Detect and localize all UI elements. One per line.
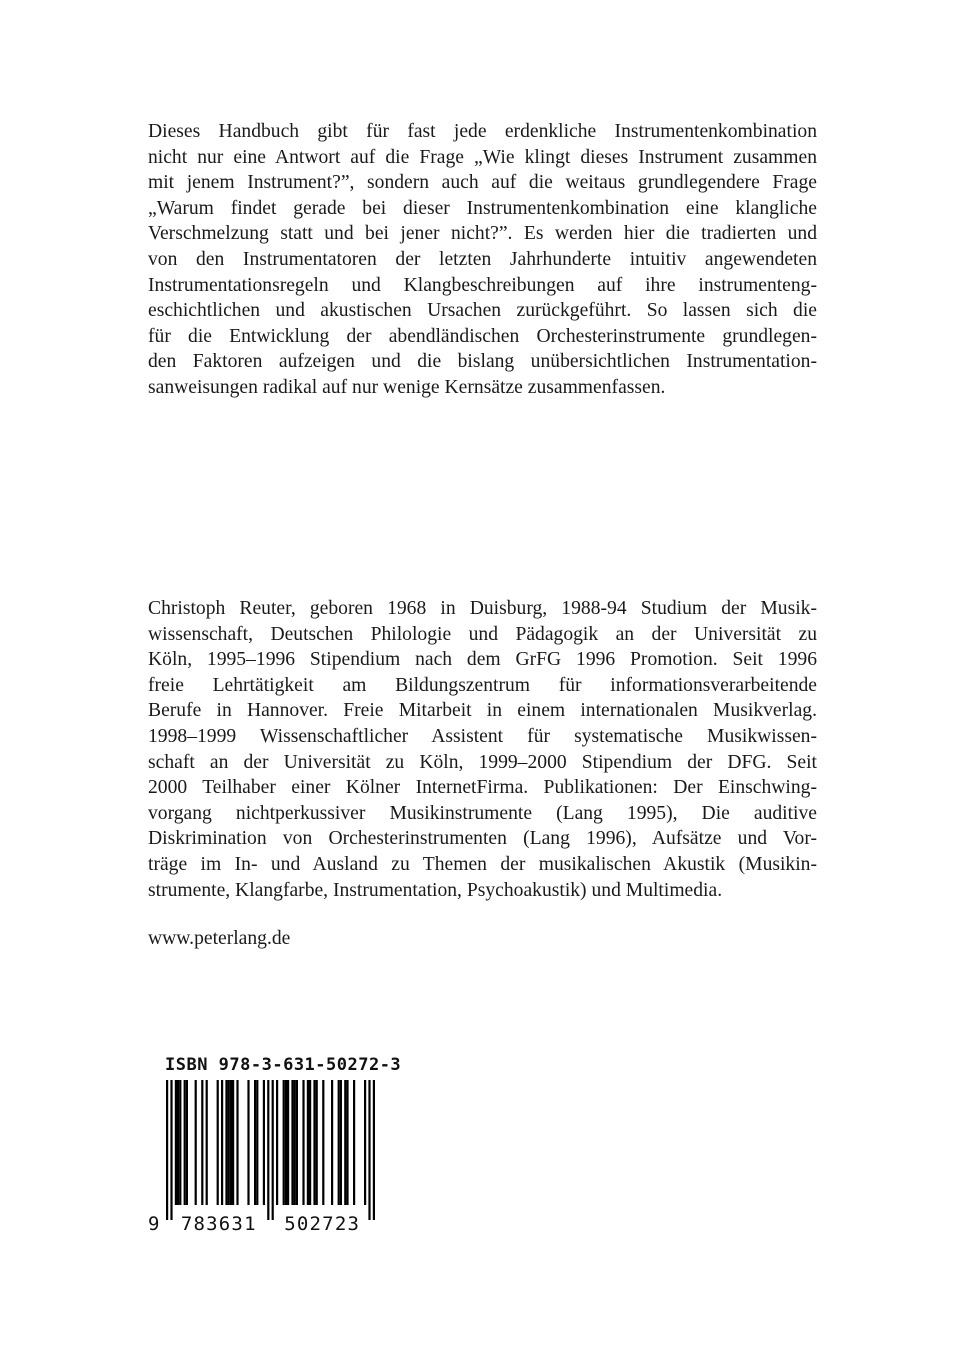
barcode-bar	[344, 1080, 346, 1205]
barcode-guard-bar	[368, 1080, 370, 1220]
barcode-bar	[186, 1080, 188, 1205]
barcode-bar	[307, 1080, 309, 1205]
barcode-bar	[179, 1080, 181, 1205]
blurb-line: für die Entwicklung der abendländischen Orchesterinstrumente grundlegen-	[148, 325, 817, 347]
barcode-guard-bar	[373, 1080, 375, 1220]
publisher-url: www.peterlang.de	[148, 928, 291, 949]
barcode-bar	[236, 1080, 238, 1205]
barcode-bar	[285, 1080, 287, 1205]
barcode-bar	[340, 1080, 342, 1205]
barcode-bar	[291, 1080, 293, 1205]
barcode-bar	[201, 1080, 203, 1205]
barcode-left-digits: 783631	[180, 1213, 257, 1235]
barcode-bar	[184, 1080, 186, 1205]
barcode-bar	[338, 1080, 340, 1205]
barcode-bar	[353, 1080, 355, 1205]
blurb-line: den Faktoren aufzeigen und die bislang unübersichtlichen Instrumentation-	[148, 351, 817, 373]
barcode-graphic	[144, 1080, 384, 1235]
barcode-bar	[331, 1080, 333, 1205]
barcode-bar	[302, 1080, 304, 1205]
barcode-bar	[287, 1080, 289, 1205]
bio-line: strumente, Klangfarbe, Instrumentation, Psychoakustik) und Multimedia.	[148, 879, 723, 901]
barcode-bar	[313, 1080, 315, 1205]
bio-line: 1998–1999 Wissenschaftlicher Assistent für systematische Musikwissen-	[148, 725, 817, 747]
barcode-guard-bar	[166, 1080, 168, 1220]
barcode-bar	[322, 1080, 324, 1205]
bio-line: 2000 Teilhaber einer Kölner InternetFirma. Publikationen: Der Einschwing-	[148, 777, 817, 799]
isbn-label: ISBN 978-3-631-50272-3	[165, 1055, 402, 1075]
barcode-guard-bar	[170, 1080, 172, 1220]
barcode-bar	[256, 1080, 258, 1205]
barcode-bar	[228, 1080, 230, 1205]
blurb-line: sanweisungen radikal auf nur wenige Kernsätze zusammenfassen.	[148, 376, 666, 398]
isbn-barcode	[144, 1055, 402, 1235]
barcode-bar	[217, 1080, 219, 1205]
barcode-guard-bar	[272, 1080, 274, 1220]
barcode-bar	[364, 1080, 366, 1205]
bio-line: Diskrimination von Orchesterinstrumenten (Lang 1996), Aufsätze und Vor-	[148, 828, 817, 850]
bio-line: freie Lehrtätigkeit am Bildungszentrum für informationsverarbeitende	[148, 674, 817, 696]
blurb-paragraph	[148, 119, 817, 401]
barcode-bar	[254, 1080, 256, 1205]
blurb-line: Dieses Handbuch gibt für fast jede erdenkliche Instrumentenkombination	[148, 121, 817, 142]
barcode-first-digit: 9	[148, 1213, 161, 1235]
barcode-bar	[276, 1080, 278, 1205]
barcode-bar	[294, 1080, 296, 1205]
bio-line: schaft an der Universität zu Köln, 1999–2000 Stipendium der DFG. Seit	[148, 751, 817, 773]
blurb-line: Instrumentationsregeln und Klangbeschreibungen auf ihre instrumenteng-	[148, 274, 817, 296]
barcode-bar	[247, 1080, 249, 1205]
barcode-bar	[309, 1080, 311, 1205]
barcode-bar	[283, 1080, 285, 1205]
barcode-bar	[230, 1080, 232, 1205]
barcode-bar	[346, 1080, 348, 1205]
barcode-bar	[263, 1080, 265, 1205]
barcode-guard-bar	[267, 1080, 269, 1220]
barcode-bar	[175, 1080, 177, 1205]
barcode-bar	[195, 1080, 197, 1205]
barcode-bar	[221, 1080, 223, 1205]
blurb-line: von den Instrumentatoren der letzten Jahrhunderte intuitiv angewendeten	[148, 248, 817, 270]
bio-line: wissenschaft, Deutschen Philologie und Pädagogik an der Universität zu	[148, 623, 817, 645]
blurb-line: mit jenem Instrument?”, sondern auch auf die weitaus grundlegendere Frage	[148, 172, 817, 194]
barcode-bar	[206, 1080, 208, 1205]
blurb-line: eschichtlichen und akustischen Ursachen zurückgeführt. So lassen sich die	[148, 300, 817, 322]
barcode-right-digits: 502723	[284, 1213, 361, 1235]
bio-line: vorgang nichtperkussiver Musikinstrumente (Lang 1995), Die auditive	[148, 802, 817, 824]
bio-line: träge im In- und Ausland zu Themen der musikalischen Akustik (Musikin-	[148, 853, 817, 875]
barcode-bar	[296, 1080, 298, 1205]
barcode-bar	[316, 1080, 318, 1205]
barcode-bar	[225, 1080, 227, 1205]
blurb-line: „Warum findet gerade bei dieser Instrumentenkombination eine klangliche	[148, 197, 817, 219]
barcode-bar	[232, 1080, 234, 1205]
blurb-line: Verschmelzung statt und bei jener nicht?”. Es werden hier die tradierten und	[148, 223, 817, 245]
author-bio-paragraph	[148, 596, 817, 903]
bio-line: Berufe in Hannover. Freie Mitarbeit in einem internationalen Musikverlag.	[148, 700, 817, 722]
barcode-bar	[177, 1080, 179, 1205]
bio-line: Köln, 1995–1996 Stipendium nach dem GrFG 1996 Promotion. Seit 1996	[148, 649, 817, 671]
bio-line: Christoph Reuter, geboren 1968 in Duisburg, 1988-94 Studium der Musik-	[148, 598, 817, 619]
blurb-line: nicht nur eine Antwort auf die Frage „Wie klingt dieses Instrument zusammen	[148, 146, 817, 168]
